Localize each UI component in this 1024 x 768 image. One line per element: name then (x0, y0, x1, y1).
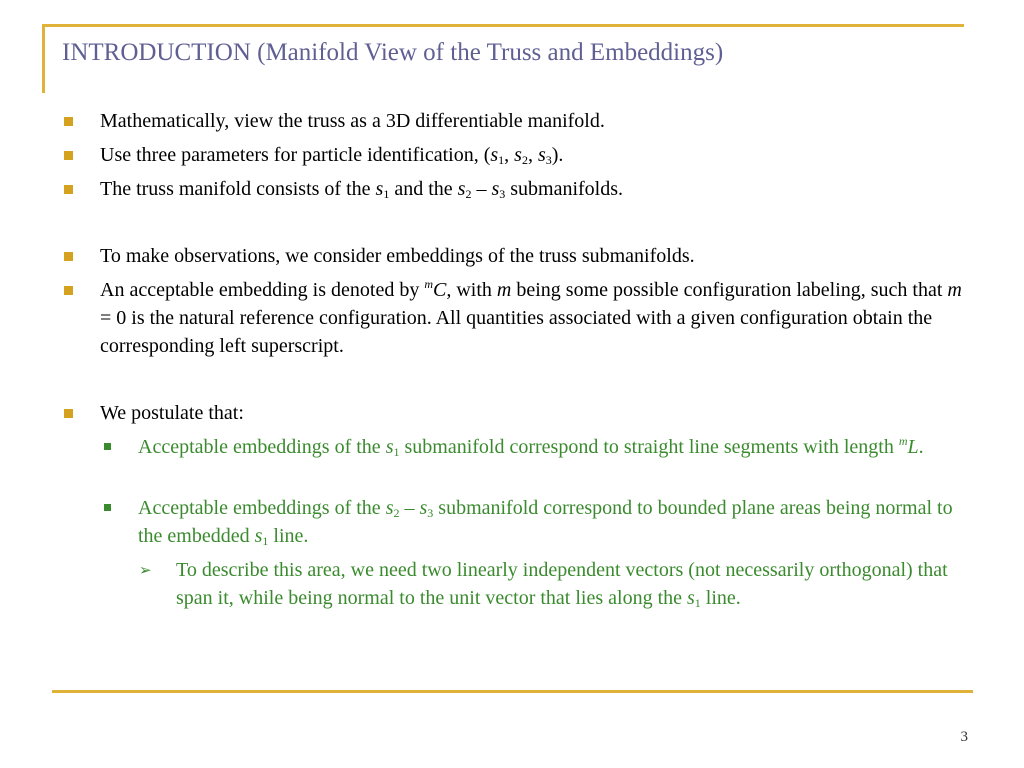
arrow-bullet-icon: ➢ (139, 561, 152, 579)
bullet-6-text: We postulate that: (100, 402, 244, 424)
sub-sub-bullet-text: To describe this area, we need two linearly independent vectors (not necessarily orthogonal) that span it, while being normal to the unit vector that lies along the $s_1$ line. (176, 559, 948, 610)
sub-bullet-1-text: Acceptable embeddings of the $s_1$ submanifold correspond to straight line segments with length $^m$L. (138, 434, 924, 459)
slide-title: INTRODUCTION (Manifold View of the Truss and Embeddings) (62, 39, 724, 66)
sub-bullet-2-text: Acceptable embeddings of the $s_2 - s_3$ submanifold correspond to bounded plane areas being normal to the embedded $s_1$ line. (138, 497, 953, 548)
bullet-marker (64, 117, 73, 126)
page-number: 3 (960, 729, 968, 745)
bullet-1-text: Mathematically, view the truss as a 3D differentiable manifold. (100, 110, 605, 132)
bullet-4-text: To make observations, we consider embeddings of the truss submanifolds. (100, 245, 695, 267)
sub-bullet-marker (104, 443, 111, 450)
title-left-rule (42, 26, 45, 93)
bullet-marker (64, 252, 73, 261)
bullet-marker (64, 185, 73, 194)
title-top-rule (42, 24, 964, 27)
bullet-marker (64, 151, 73, 160)
footer-rule (52, 690, 973, 693)
bullet-marker (64, 286, 73, 295)
bullet-3-text: The truss manifold consists of the $s_1$ and the $s_2 - s_3$ submanifolds. (100, 178, 624, 201)
bullet-marker (64, 409, 73, 418)
bullet-2-text: Use three parameters for particle identification, ($s_1$, $s_2$, $s_3$). (100, 144, 564, 167)
sub-bullet-marker (104, 504, 111, 511)
bullet-5-text: An acceptable embedding is denoted by $^m$C, with m being some possible configuration labeling, such that m = 0 is the natural reference configuration. All quantities associated with a given configuration obtain the corresponding left superscript. (100, 277, 962, 357)
